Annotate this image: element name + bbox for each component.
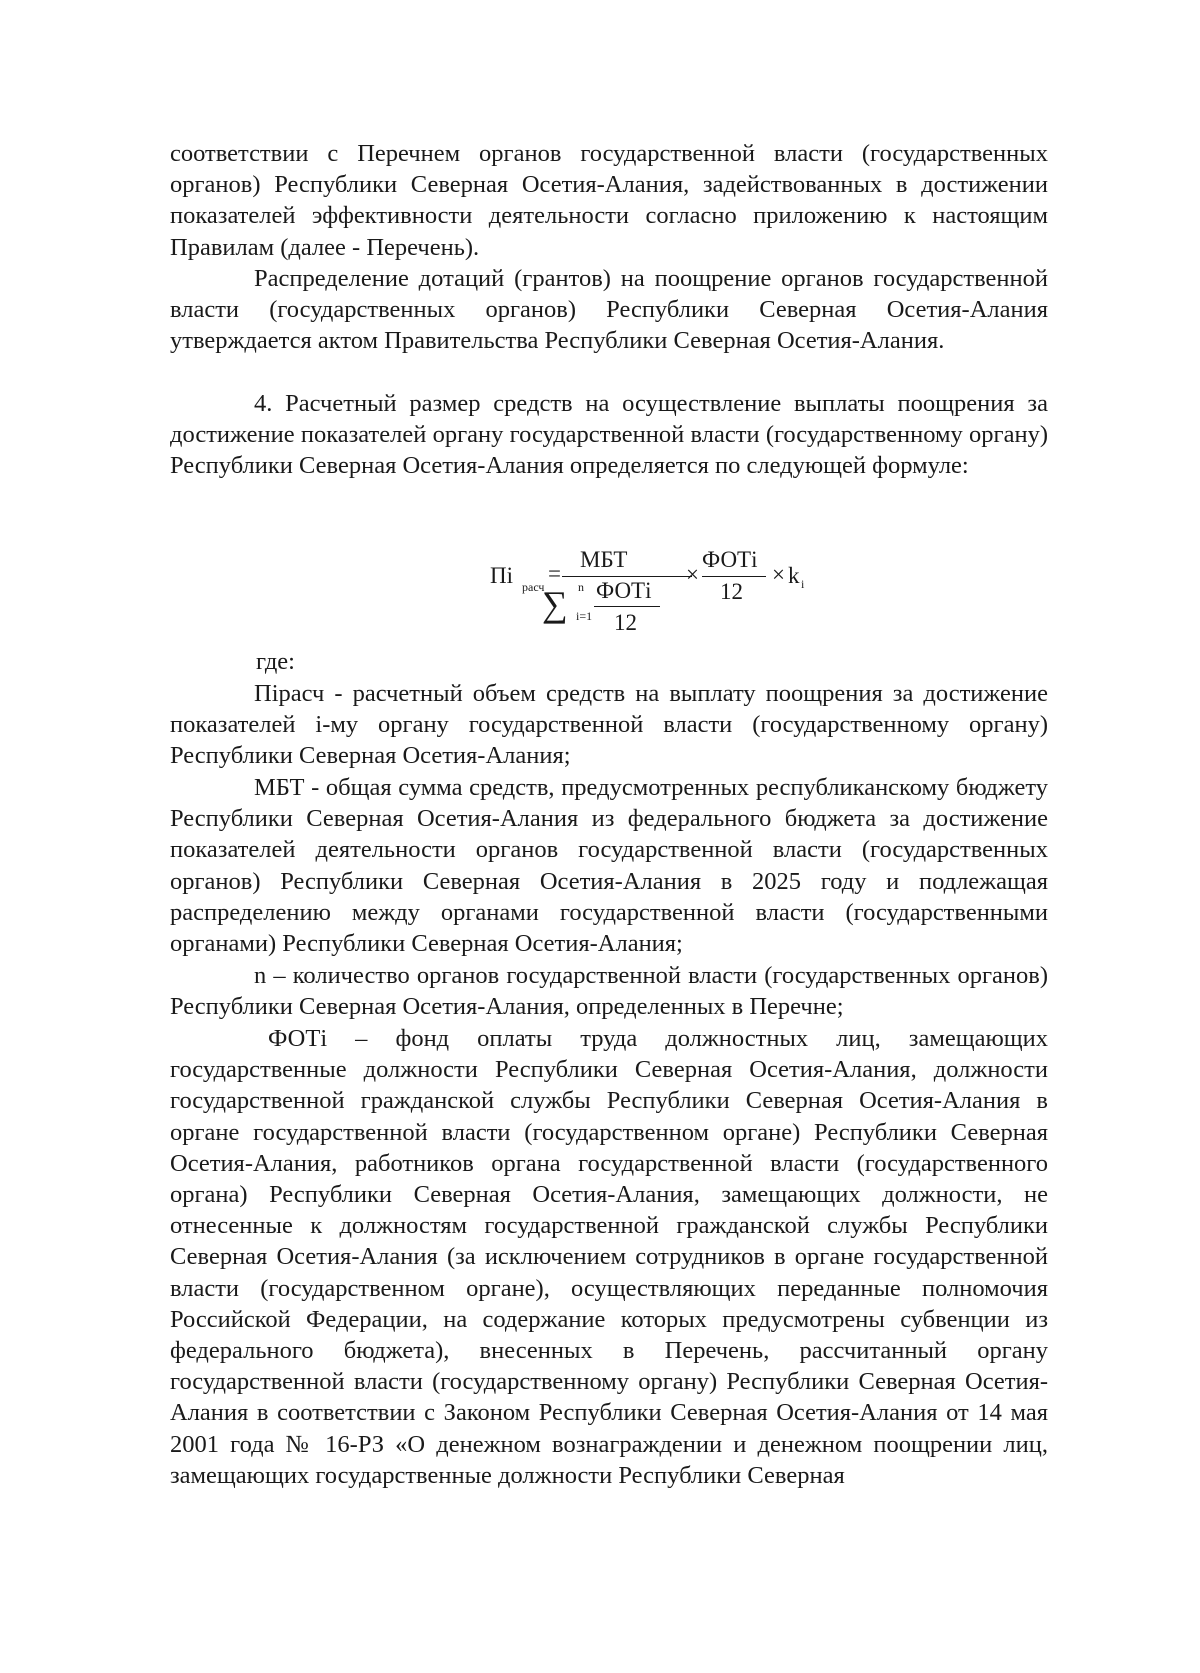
formula-mbt: МБТ (580, 547, 628, 572)
paragraph-perechen: соответствии с Перечнем органов государственной власти (государственных органов) Республики Северная Осетия-Алания, задействованных в достижении показателей эффективности деятельности согласно приложению к настоящим Правилам (далее - Перечень). (170, 140, 1048, 261)
formula-equals: = (548, 561, 561, 586)
paragraph-pi-rasch-definition: Пiрасч - расчетный объем средств на выплату поощрения за достижение показателей i-му органу государственной власти (государственному органу) Республики Северная Осетия-Алания; (170, 680, 1048, 770)
formula-inner-numerator: ФОТi (596, 578, 652, 603)
formula-sigma: ∑ (542, 584, 568, 624)
formula-times-2: × (772, 562, 785, 587)
formula-sigma-bottom: i=1 (576, 609, 593, 623)
formula-sigma-top: n (578, 580, 584, 594)
formula-second-fraction-line (702, 576, 766, 577)
formula-k: k (788, 563, 800, 588)
formula-inner-denominator: 12 (614, 610, 637, 635)
formula-lhs-subscript: расч (522, 580, 545, 594)
paragraph-n-definition: n – количество органов государственной власти (государственных органов) Республики Северная Осетия-Алания, определенных в Перечне; (170, 962, 1048, 1021)
formula-times-1: × (686, 562, 699, 587)
paragraph-point-4: 4. Расчетный размер средств на осуществление выплаты поощрения за достижение показателей органу государственной власти (государственному органу) Республики Северная Осетия-Алания определяется по следующей формуле: (170, 390, 1048, 480)
calculation-formula (490, 548, 830, 658)
where-label: где: (256, 648, 295, 675)
formula-fot-denominator: 12 (720, 579, 743, 604)
formula-k-subscript: i (801, 577, 805, 591)
formula-inner-fraction-line (594, 606, 660, 607)
paragraph-mbt-definition: МБТ - общая сумма средств, предусмотренных республиканскому бюджету Республики Северная Осетия-Алания из федерального бюджета за достижение показателей деятельности органов государственной власти (государственных органов) Республики Северная Осетия-Алания в 2025 году и подлежащая распределению между органами государственной власти (государственными органами) Республики Северная Осетия-Алания; (170, 774, 1048, 958)
formula-lhs: Пi (490, 563, 513, 588)
paragraph-raspredelenie: Распределение дотаций (грантов) на поощрение органов государственной власти (государственных органов) Республики Северная Осетия-Алания утверждается актом Правительства Республики Северная Осетия-Алания. (170, 265, 1048, 355)
formula-fot-numerator: ФОТi (702, 547, 758, 572)
paragraph-fot-definition: ФОТi – фонд оплаты труда должностных лиц, замещающих государственные должности Республики Северная Осетия-Алания, должности государственной гражданской службы Республики Северная Осетия-Алания в органе государственной власти (государственном органе) Республики Северная Осетия-Алания, работников органа государственной власти (государственного органа) Республики Северная Осетия-Алания, замещающих должности, не отнесенные к должностям государственной гражданской службы Республики Северная Осетия-Алания (за исключением сотрудников в органе государственной власти (государственном органе), осуществляющих переданные полномочия Российской Федерации, на содержание которых предусмотрены субвенции из федерального бюджета), внесенных в Перечень, рассчитанный органу государственной власти (государственному органу) Республики Северная Осетия-Алания в соответствии с Законом Республики Северная Осетия-Алания от 14 мая 2001 года № 16-РЗ «О денежном вознаграждении и денежном поощрении лиц, замещающих государственные должности Республики Северная (170, 1025, 1048, 1489)
